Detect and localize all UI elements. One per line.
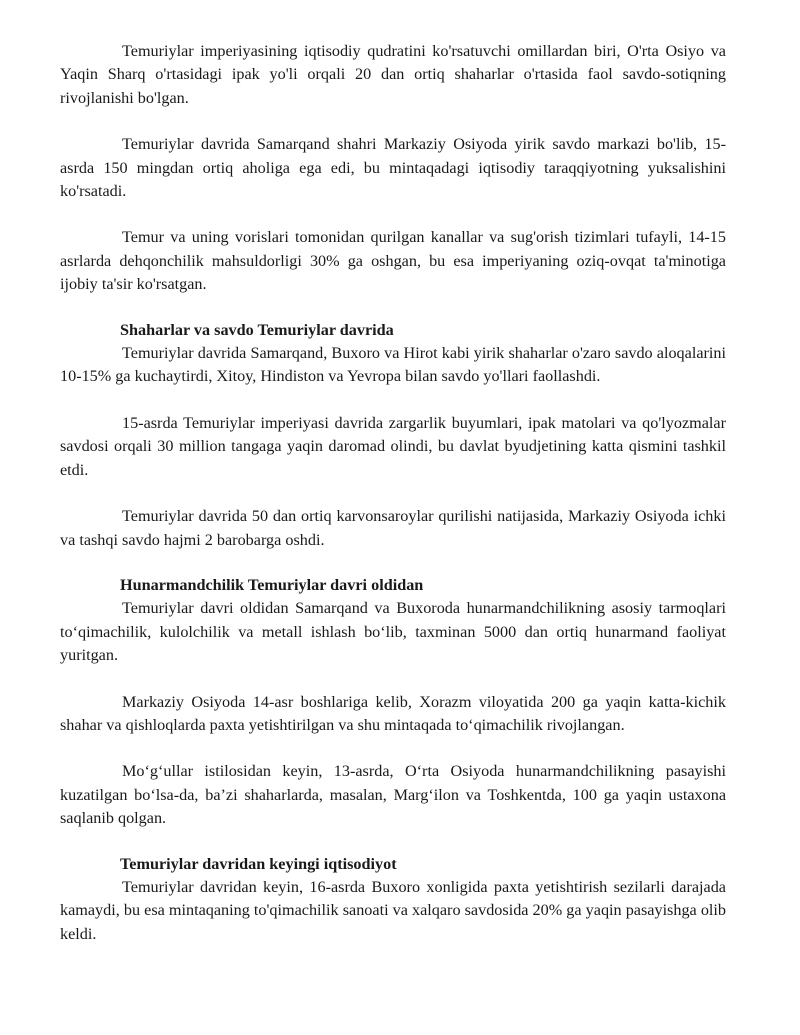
economy-after-paragraph-1: Temuriylar davridan keyin, 16-asrda Buxoro xonligida paxta yetishtirish sezilarli darajada kamaydi, bu esa mintaqaning to'qimachilik sanoati va xalqaro savdosida 20% ga yaqin pasayishga olib keldi. xyxy=(60,877,726,943)
intro-paragraph-2: Temuriylar davrida Samarqand shahri Markaziy Osiyoda yirik savdo markazi bo'lib, 15-asrda 150 mingdan ortiq aholiga ega edi, bu mintaqadagi iqtisodiy taraqqiyotning yuksalishini ko'rsatadi. xyxy=(60,135,726,201)
intro-paragraph-1: Temuriylar imperiyasining iqtisodiy qudratini ko'rsatuvchi omillardan biri, O'rta Osiyo va Yaqin Sharq o'rtasidagi ipak yo'li orqali 20 dan ortiq shaharlar o'rtasida faol savdo-sotiqning rivojlanishi bo'lgan. xyxy=(60,42,726,107)
crafts-paragraph-1: Temuriylar davri oldidan Samarqand va Buxoroda hunarmandchilikning asosiy tarmoqlari to‘qimachilik, kulolchilik va metall ishlash bo‘lib, taxminan 5000 dan ortiq hunarmand faoliyat yuritgan. xyxy=(60,599,726,665)
section-heading-cities-trade: Shaharlar va savdo Temuriylar davrida xyxy=(120,320,394,339)
document-body xyxy=(60,40,726,946)
section-heading-crafts: Hunarmandchilik Temuriylar davri oldidan xyxy=(120,575,424,594)
cities-trade-paragraph-1: Temuriylar davrida Samarqand, Buxoro va Hirot kabi yirik shaharlar o'zaro savdo aloqalarini 10-15% ga kuchaytirdi, Xitoy, Hindiston va Yevropa bilan savdo yo'llari faollashdi. xyxy=(60,344,726,386)
intro-paragraph-3: Temur va uning vorislari tomonidan qurilgan kanallar va sug'orish tizimlari tufayli, 14-15 asrlarda dehqonchilik mahsuldorligi 30% ga oshgan, bu esa imperiyaning oziq-ovqat ta'minotiga ijobiy ta'sir ko'rsatgan. xyxy=(60,228,726,294)
section-heading-economy-after: Temuriylar davridan keyingi iqtisodiyot xyxy=(120,854,397,873)
cities-trade-paragraph-2: 15-asrda Temuriylar imperiyasi davrida zargarlik buyumlari, ipak matolari va qo'lyozmalar savdosi orqali 30 million tangaga yaqin daromad olindi, bu davlat byudjetining katta qismini tashkil etdi. xyxy=(60,413,726,479)
crafts-paragraph-2: Markaziy Osiyoda 14-asr boshlariga kelib, Xorazm viloyatida 200 ga yaqin katta-kichik shahar va qishloqlarda paxta yetishtirilgan va shu mintaqada to‘qimachilik rivojlangan. xyxy=(60,692,726,734)
crafts-paragraph-3: Mo‘g‘ullar istilosidan keyin, 13-asrda, O‘rta Osiyoda hunarmandchilikning pasayishi kuzatilgan bo‘lsa-da, ba’zi shaharlarda, masalan, Marg‘ilon va Toshkentda, 100 ga yaqin ustaxona saqlanib qolgan. xyxy=(60,762,726,828)
cities-trade-paragraph-3: Temuriylar davrida 50 dan ortiq karvonsaroylar qurilishi natijasida, Markaziy Osiyoda ichki va tashqi savdo hajmi 2 barobarga oshdi. xyxy=(60,507,726,549)
